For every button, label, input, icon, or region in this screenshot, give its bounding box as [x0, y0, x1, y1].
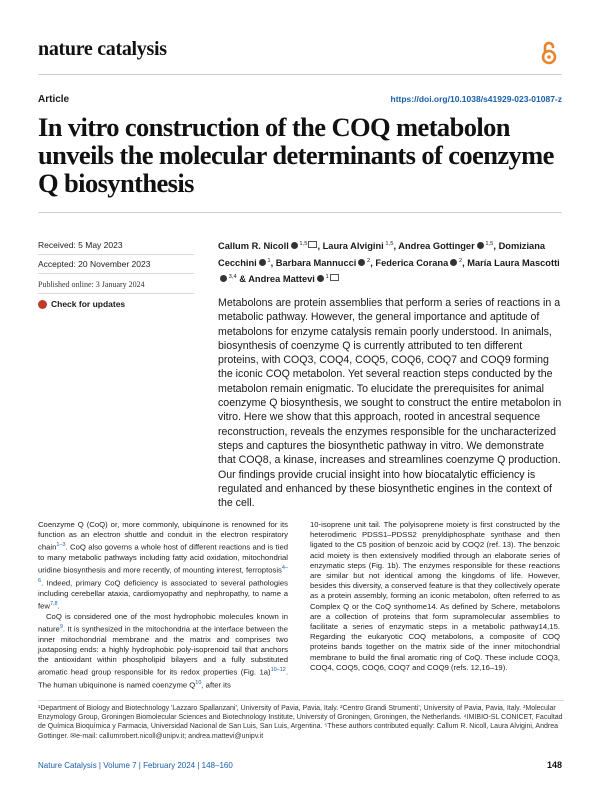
author-name[interactable]: Andrea Mattevi [248, 274, 315, 284]
meta-divider [38, 254, 194, 255]
abstract: Metabolons are protein assemblies that perform a series of reactions in a metabolic pathway. However, the general importance and aptitude of metabolons for enzyme catalysis remain poorly understood. In animals, biosynthesis of coenzyme Q is currently attributed to ten different proteins, with COQ3, COQ4, COQ5, COQ6, COQ7 and COQ9 forming the iconic COQ metabolon. Yet several reaction steps conducted by the metabolon remain enigmatic. To elucidate the prerequisites for animal coenzyme Q biosynthesis, we sought to construct the entire metabolon in vitro. Here we show that this approach, rooted in ancestral sequence reconstruction, reveals the enzymes responsible for the uncharacterized steps and captures the biosynthetic pathway in vitro. We demonstrate that COQ8, a kinase, increases and streamlines coenzyme Q production. Our findings provide crucial insight into how biocatalytic efficiency is regulated and enhanced by these biosynthetic engines in the context of the cell. [218, 297, 562, 510]
author-separator: & [236, 274, 249, 284]
author-separator: , [270, 257, 276, 268]
author-name[interactable]: Domiziana Cecchini [218, 241, 546, 268]
body-text: . Indeed, primary CoQ deficiency is associated to several pathologies including cerebellar ataxia, cardiomyopathy and nephropathy, to name a few [38, 578, 288, 611]
open-access-icon[interactable] [540, 40, 558, 66]
published-date: Published online: 3 January 2024 [38, 280, 145, 289]
author-name[interactable]: Andrea Gottinger [398, 241, 475, 251]
orcid-icon[interactable] [259, 259, 266, 266]
orcid-icon[interactable] [220, 275, 227, 282]
orcid-icon[interactable] [291, 242, 298, 249]
title-divider [38, 212, 562, 213]
footer-citation[interactable]: Nature Catalysis | Volume 7 | February 2024 | 148–160 [38, 761, 233, 770]
reference-link[interactable]: 9 [59, 624, 63, 631]
article-type: Article [38, 94, 70, 105]
body-text: Coenzyme Q (CoQ) or, more commonly, ubiquinone is renowned for its function as an electron shuttle and conduit in the electron respiratory chain [38, 520, 288, 552]
author-list [218, 237, 563, 287]
author-name[interactable]: Federica Corana [375, 257, 449, 268]
received-date: Received: 5 May 2023 [38, 240, 123, 250]
body-text: CoQ is considered one of the most hydrophobic molecules known in nature [38, 611, 288, 634]
body-text: . The human ubiquinone is named coenzyme Q [38, 668, 288, 690]
reference-link[interactable]: 7,8 [49, 601, 58, 608]
affiliation-superscript: 1,5 [483, 241, 494, 247]
email-icon[interactable] [330, 274, 339, 281]
reference-link[interactable]: 10 [195, 680, 202, 687]
journal-name[interactable]: nature catalysis [38, 38, 167, 60]
reference-link[interactable]: 1–3 [56, 542, 66, 549]
orcid-icon[interactable] [477, 242, 484, 249]
affiliation-superscript: 1,5 [297, 241, 308, 247]
article-title: In vitro construction of the COQ metabolon unveils the molecular determinants of coenzyme Q biosynthesis [38, 112, 554, 198]
affiliation-superscript: 1 [265, 257, 271, 264]
reference-link[interactable]: 4–6 [38, 565, 288, 585]
author-name[interactable]: María Laura Mascotti [467, 257, 560, 268]
body-paragraph [38, 520, 288, 612]
body-text: . [57, 601, 60, 611]
header-divider [38, 74, 562, 75]
meta-divider [38, 273, 194, 274]
affiliations: ¹Department of Biology and Biotechnology 'Lazzaro Spallanzani', University of Pavia, Pavia, Italy. ²Centro Grandi Strumenti', University of Pavia, Pavia, Italy. ³Molecular Enzymology Group, Groningen Biomolecular Sciences and Biotechnology Institute, University of Groningen, Groningen, the Netherlands. ⁴IMIBIO-SL CONICET, Facultad de Química Bioquímica y Farmacia, Universidad Nacional de San Luis, San Luis, Argentina. ⁵These authors contributed equally: Callum R. Nicoll, Laura Alvigini, Andrea Gottinger. ✉e-mail: callumrobert.nicoll@unipv.it; andrea.mattevi@unipv.it [38, 705, 563, 740]
orcid-icon[interactable] [317, 275, 324, 282]
author-separator: , [370, 257, 376, 268]
author-name[interactable]: Callum R. Nicoll [218, 241, 289, 251]
author-name[interactable]: Laura Alvigini [322, 241, 384, 251]
body-paragraph: 10-isoprene unit tail. The polyisoprene moiety is first constructed by the heterodimeric PDSS1–PDSS2 prenyldiphosphate synthase and then ligated to the C5 position of benzoic acid by COQ2 (ref. 13). The benzoic acid moiety is then extensively modified through an elaborate series of enzymatic steps (Fig. 1b). The enzymes responsible for these reactions are similar but not identical among the kingdoms of life. However, besides this diversity, a conserved feature is that they collectively operate as a protein assembly, forming an iconic metabolon, often referred to as Complex Q or the CoQ synthome14. As defined by Schere, metabolons are a collection of proteins that form supramolecular assemblies to facilitate a series of enzymatic steps in a metabolic pathway14,15. Regarding the eukaryotic COQ metabolons, a composite of COQ proteins bands together on the matrix side of the inner mitochondrial membrane to build the final aromatic ring of CoQ. These include COQ3, COQ4, COQ5, COQ6, COQ7 and COQ9 (refs. 12,16–19). [310, 520, 560, 672]
author-separator: , [317, 241, 323, 251]
doi-link[interactable]: https://doi.org/10.1038/s41929-023-01087-z [390, 94, 562, 104]
affiliation-superscript: 2 [457, 257, 463, 264]
meta-divider [38, 293, 194, 294]
page-number: 148 [546, 760, 562, 770]
reference-link[interactable]: 10–12 [270, 667, 286, 674]
check-updates-button[interactable] [38, 299, 125, 309]
check-updates-label: Check for updates [51, 299, 126, 309]
body-text: . CoQ also governs a whole host of different reactions and is tied to many metabolic pathways including fatty acid oxidation, mitochondrial uridine biosynthesis and more recently, of mounting interest, ferroptosis [38, 542, 288, 575]
accepted-date: Accepted: 20 November 2023 [38, 259, 151, 269]
body-column-left [38, 520, 288, 691]
affiliation-superscript: 1,5 [383, 241, 394, 247]
author-separator: , [462, 257, 468, 268]
body-text: . It is synthesized in the mitochondria at the interface between the inner mitochondrial membrane and the matrix and comprises two juxtaposing ends: a highly hydrophobic poly-isoprenoid tail that anchors the antioxidant within phospholipid bilayers and a fully substituted aromatic head group responsible for its redox properties (Fig. 1a) [38, 624, 288, 678]
affiliation-superscript: 1 [323, 274, 329, 280]
affiliation-superscript: 3,4 [227, 274, 237, 280]
body-paragraph [38, 612, 288, 691]
author-separator: , [393, 241, 399, 251]
body-text: , after its [201, 680, 231, 690]
footnote-divider [38, 700, 564, 701]
author-separator: , [493, 241, 499, 251]
crossmark-icon [38, 300, 47, 309]
affiliation-superscript: 2 [365, 257, 371, 264]
body-column-right [310, 520, 560, 673]
author-name[interactable]: Barbara Mannucci [275, 257, 357, 268]
